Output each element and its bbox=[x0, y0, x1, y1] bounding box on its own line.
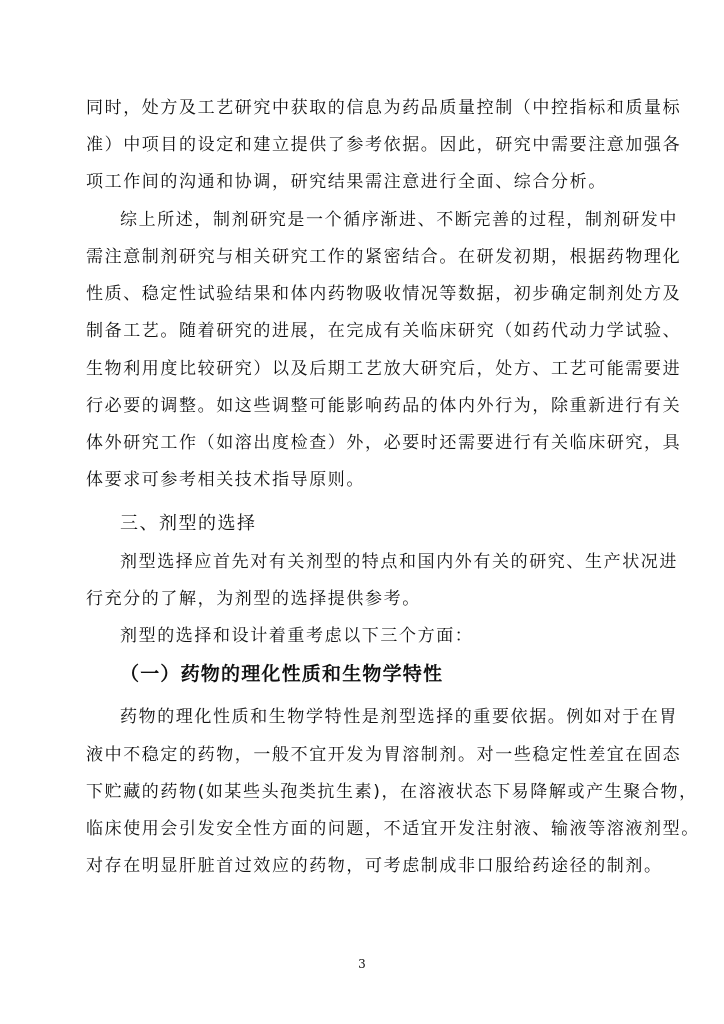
paragraph-5-line-2: 液中不稳定的药物，一般不宜开发为胃溶制剂。对一些稳定性差宜在固态 bbox=[86, 745, 682, 765]
paragraph-2-line-5: 生物利用度比较研究）以及后期工艺放大研究后，处方、工艺可能需要进 bbox=[86, 359, 682, 379]
paragraph-1-line-3: 项工作间的沟通和协调，研究结果需注意进行全面、综合分析。 bbox=[86, 172, 607, 192]
paragraph-5-line-1: 药物的理化性质和生物学特性是剂型选择的重要依据。例如对于在胃 bbox=[120, 707, 678, 727]
paragraph-2-line-6: 行必要的调整。如这些调整可能影响药品的体内外行为，除重新进行有关 bbox=[86, 396, 682, 416]
paragraph-1-line-1: 同时，处方及工艺研究中获取的信息为药品质量控制（中控指标和质量标 bbox=[86, 98, 682, 118]
paragraph-1-line-2: 准）中项目的设定和建立提供了参考依据。因此，研究中需要注意加强各 bbox=[86, 135, 682, 155]
subsection-heading: （一）药物的理化性质和生物学特性 bbox=[120, 663, 444, 685]
paragraph-2-line-3: 性质、稳定性试验结果和体内药物吸收情况等数据，初步确定制剂处方及 bbox=[86, 284, 682, 304]
paragraph-2-line-8: 体要求可参考相关技术指导原则。 bbox=[86, 470, 365, 490]
section-heading: 三、剂型的选择 bbox=[120, 513, 257, 534]
paragraph-2-line-2: 需注意制剂研究与相关研究工作的紧密结合。在研发初期，根据药物理化 bbox=[86, 247, 682, 267]
paragraph-4-line-1: 剂型的选择和设计着重考虑以下三个方面： bbox=[120, 626, 474, 646]
paragraph-2-line-7: 体外研究工作（如溶出度检查）外，必要时还需要进行有关临床研究，具 bbox=[86, 433, 682, 453]
paragraph-5-line-5: 对存在明显肝脏首过效应的药物，可考虑制成非口服给药途径的制剂。 bbox=[86, 856, 663, 876]
page-number: 3 bbox=[358, 957, 366, 971]
paragraph-2-line-1: 综上所述，制剂研究是一个循序渐进、不断完善的过程，制剂研发中 bbox=[120, 210, 678, 230]
paragraph-2-line-4: 制备工艺。随着研究的进展，在完成有关临床研究（如药代动力学试验、 bbox=[86, 321, 682, 341]
paragraph-5-line-4: 临床使用会引发安全性方面的问题，不适宜开发注射液、输液等溶液剂型。 bbox=[86, 819, 700, 839]
paragraph-3-line-2: 行充分的了解，为剂型的选择提供参考。 bbox=[86, 589, 421, 609]
paragraph-3-line-1: 剂型选择应首先对有关剂型的特点和国内外有关的研究、生产状况进 bbox=[120, 552, 678, 572]
paragraph-5-line-3: 下贮藏的药物(如某些头孢类抗生素)，在溶液状态下易降解或产生聚合物， bbox=[86, 782, 698, 802]
